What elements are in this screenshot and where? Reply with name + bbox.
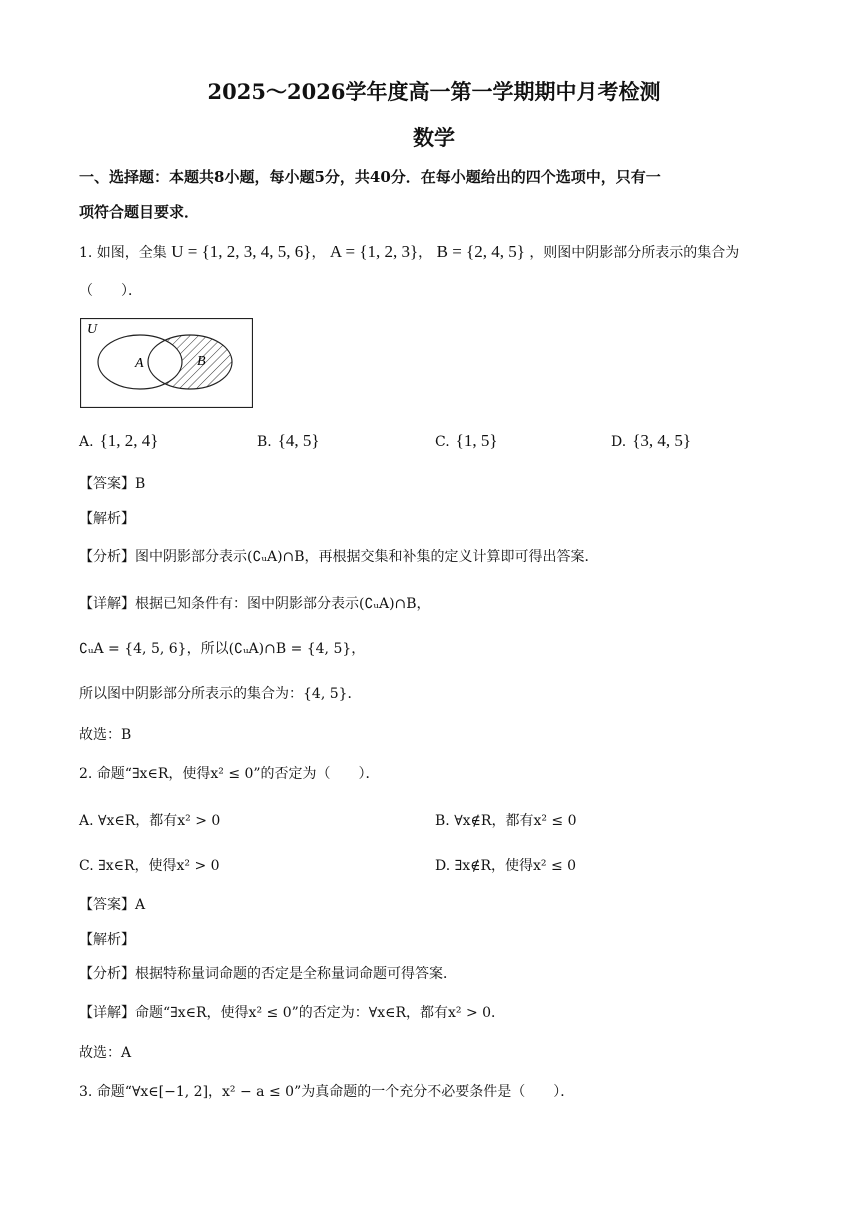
q2-answer: 【答案】A bbox=[79, 897, 146, 913]
q2-analysis: 【分析】根据特称量词命题的否定是全称量词命题可得答案． bbox=[79, 966, 457, 982]
option-value: ∀x∈R，都有x² > 0 bbox=[98, 813, 221, 829]
option-label: B. bbox=[257, 434, 272, 450]
q2-choose: 故选：A bbox=[79, 1045, 132, 1061]
q1-stem: 1. 如图，全集 U = {1, 2, 3, 4, 5, 6}， A = {1, 2, 3}， B = {2, 4, 5} ，则图中阴影部分所表示的集合为 bbox=[79, 242, 740, 261]
option-label: D. bbox=[435, 858, 451, 874]
q2-option-d bbox=[435, 855, 576, 875]
option-value: {1, 2, 4} bbox=[99, 431, 159, 450]
q1-detail-3: 所以图中阴影部分所表示的集合为：{4, 5}． bbox=[79, 686, 362, 702]
q2-option-c bbox=[79, 855, 220, 875]
q1-stem-suffix: ，则图中阴影部分所表示的集合为 bbox=[529, 245, 740, 261]
option-value: {3, 4, 5} bbox=[632, 431, 692, 450]
option-value: ∃x∉R，使得x² ≤ 0 bbox=[454, 858, 577, 874]
q2-option-a bbox=[79, 810, 220, 830]
q1-answer: 【答案】B bbox=[79, 476, 146, 492]
q2-detail: 【详解】命题“∃x∈R，使得x² ≤ 0”的否定为：∀x∈R，都有x² > 0． bbox=[79, 1005, 506, 1021]
q1-stem-prefix: 1. 如图，全集 bbox=[79, 245, 172, 261]
q2-option-b bbox=[435, 810, 577, 830]
option-label: B. bbox=[435, 813, 450, 829]
q1-analysis: 【分析】图中阴影部分表示(∁ᵤA)∩B，再根据交集和补集的定义计算即可得出答案． bbox=[79, 549, 599, 565]
venn-label-u: U bbox=[87, 322, 98, 337]
q1-detail-1: 【详解】根据已知条件有：图中阴影部分表示(∁ᵤA)∩B， bbox=[79, 596, 431, 612]
q1-detail-2: ∁ᵤA = {4, 5, 6}，所以(∁ᵤA)∩B = {4, 5}， bbox=[79, 641, 366, 657]
option-label: A. bbox=[79, 434, 94, 450]
venn-label-b: B bbox=[197, 354, 206, 369]
option-label: D. bbox=[611, 434, 627, 450]
option-value: {1, 5} bbox=[455, 431, 498, 450]
q1-set-b: B = {2, 4, 5} bbox=[436, 242, 525, 261]
q1-paren: （ ）． bbox=[79, 283, 142, 299]
section-heading-line2: 项符合题目要求． bbox=[79, 203, 200, 221]
option-value: {4, 5} bbox=[277, 431, 320, 450]
q1-choose: 故选：B bbox=[79, 727, 132, 743]
q1-analysis-tag: 【解析】 bbox=[79, 511, 135, 527]
page-title: 2025～2026学年度高一第一学期期中月考检测 bbox=[207, 79, 661, 104]
q1-option-a bbox=[79, 431, 158, 451]
q1-set-u: U = {1, 2, 3, 4, 5, 6} bbox=[171, 242, 312, 261]
section-heading-line1: 一、选择题：本题共8小题，每小题5分，共40分．在每小题给出的四个选项中，只有一 bbox=[79, 168, 661, 186]
q1-option-d bbox=[611, 431, 691, 451]
venn-diagram bbox=[80, 318, 253, 408]
option-label: C. bbox=[79, 858, 94, 874]
option-label: C. bbox=[435, 434, 450, 450]
q3-stem: 3. 命题“∀x∈[−1, 2]，x² − a ≤ 0”为真命题的一个充分不必要条件是（ ）． bbox=[79, 1084, 575, 1100]
q1-set-a: A = {1, 2, 3} bbox=[329, 242, 419, 261]
q1-option-b bbox=[257, 431, 320, 451]
option-value: ∃x∈R，使得x² > 0 bbox=[98, 858, 220, 874]
option-label: A. bbox=[79, 813, 94, 829]
q2-stem: 2. 命题“∃x∈R，使得x² ≤ 0”的否定为（ ）． bbox=[79, 766, 380, 782]
q2-analysis-tag: 【解析】 bbox=[79, 932, 135, 948]
q1-option-c bbox=[435, 431, 498, 451]
venn-label-a: A bbox=[135, 356, 144, 371]
option-value: ∀x∉R，都有x² ≤ 0 bbox=[454, 813, 577, 829]
subject-heading: 数学 bbox=[413, 125, 455, 150]
